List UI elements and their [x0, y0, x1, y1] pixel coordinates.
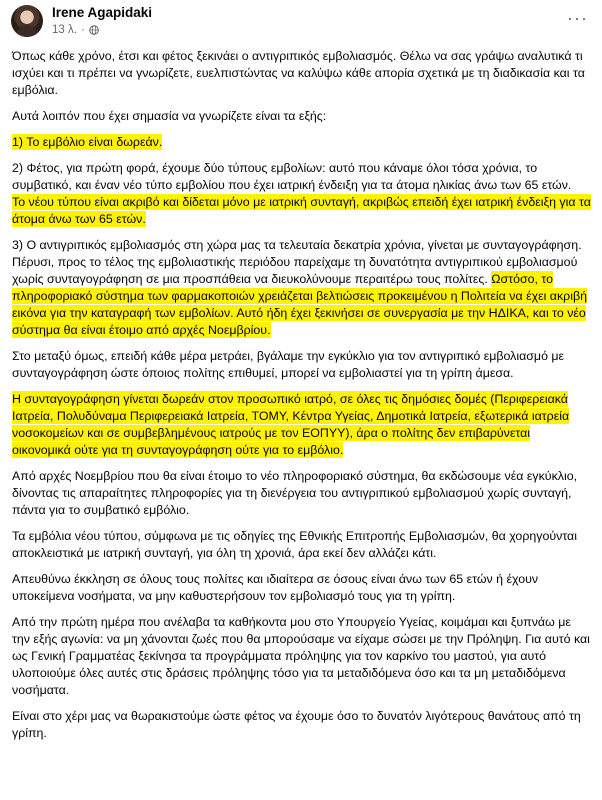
highlighted-text: Το νέου τύπου είναι ακριβό και δίδεται μόνο με ιατρική συνταγή, ακριβώς επειδή έχει ιατρική ένδειξη για τα άτομα άνω των 65 ετών.	[12, 195, 591, 226]
highlighted-text: Ωστόσο, το πληροφοριακό σύστημα των φαρμακοποιών χρειάζεται βελτιώσεις προκειμένου η Πολιτεία να έχει ακριβή εικόνα για την καταγραφή των εμβολίων. Αυτό ήδη έχει ξεκινήσει σε συνεργασία με την ΗΔΙΚΑ, και το νέο σύστημα θα είναι έτοιμο από αρχές Νοεμβρίου.	[12, 272, 587, 337]
post-body	[12, 48, 592, 751]
post-time[interactable]: 13 λ.	[52, 24, 77, 36]
point-3-text: 3) Ο αντιγριπικός εμβολιασμός στη χώρα μας τα τελευταία δεκατρία χρόνια, γίνεται με συνταγογράφηση. Πέρυσι, προς το τέλος της εμβολιαστικής περιόδου παρείχαμε τη δυνατότητα αντιγριπικού εμβολιασμού χωρίς συνταγογράφηση σε μια προσπάθεια να διευκολύνουμε περαιτέρω τους πολίτες.	[12, 238, 582, 286]
paragraph-intro: Όπως κάθε χρόνο, έτσι και φέτος ξεκινάει ο αντιγριπικός εμβολιασμός. Θέλω να σας γράψω αναλυτικά τι ισχύει και τι πρέπει να γνωρίζετε, ευελπιστώντας να καλύψω κάθε απορία σχετικά με τη διαδικασία και τα εμβόλια.	[12, 49, 585, 97]
paragraph-meanwhile: Στο μεταξύ όμως, επειδή κάθε μέρα μετράει, βγάλαμε την εγκύκλιο για τον αντιγριπικό εμβολιασμό με συνταγογράφηση ώστε όποιος πολίτης επιθυμεί, μπορεί να εμβολιαστεί για τη γρίπη άμεσα.	[12, 349, 565, 380]
highlighted-text: Η συνταγογράφηση γίνεται δωρεάν στον προσωπικό ιατρό, σε όλες τις δημόσιες δομές (Περιφερειακά Ιατρεία, Πολυδύναμα Περιφερειακά Ιατρεία, ΤΟΜΥ, Κέντρα Υγείας, Δημοτικά Ιατρεία, εξωτερικά ιατρεία νοσοκομείων και σε συμβεβλημένους ιατρούς με τον ΕΟΠΥΥ), άρα ο πολίτης δεν επιβαρύνεται οικονομικά ούτε για τη συνταγογράφηση ούτε για το εμβόλιο.	[12, 392, 570, 457]
point-2-text: 2) Φέτος, για πρώτη φορά, έχουμε δύο τύπους εμβολίων: αυτό που κάναμε όλοι τόσα χρόνια, το συμβατικό, και έναν νέο τύπο εμβολίου που έχει ιατρική ένδειξη για τα άτομα ηλικίας άνω των 65 ετών.	[12, 161, 572, 192]
globe-icon	[89, 25, 99, 35]
more-options-icon[interactable]: ···	[567, 8, 588, 28]
paragraph-point-1	[12, 134, 592, 151]
paragraph-appeal: Απευθύνω έκκληση σε όλους τους πολίτες και ιδιαίτερα σε όσους είναι άνω των 65 ετών ή έχουν υποκείμενα νοσήματα, να μην καθυστερήσουν τον εμβολιασμό τους για τη γρίπη.	[12, 572, 539, 603]
paragraph-november: Από αρχές Νοεμβρίου που θα είναι έτοιμο το νέο πληροφοριακό σύστημα, θα εκδώσουμε νέα εγκύκλιο, δίνοντας τις απαραίτητες πληροφορίες για τη διενέργεια του αντιγριπικού εμβολιασμού χωρίς συνταγή, πάντα για το συμβατικό εμβόλιο.	[12, 469, 578, 517]
post-meta	[52, 24, 99, 36]
paragraph-point-2	[12, 160, 592, 228]
highlighted-text: 1) Το εμβόλιο είναι δωρεάν.	[12, 135, 163, 149]
paragraph-prescription	[12, 391, 592, 459]
paragraph-new-type: Τα εμβόλια νέου τύπου, σύμφωνα με τις οδηγίες της Εθνικής Επιτροπής Εμβολιασμών, θα χορηγούνται αποκλειστικά με ιατρική συνταγή, για όλη τη χρονιά, άρα εκεί δεν αλλάζει κάτι.	[12, 529, 577, 560]
paragraph-prevention: Από την πρώτη ημέρα που ανέλαβα τα καθήκοντα μου στο Υπουργείο Υγείας, κοιμάμαι και ξυπνάω με την εξής αγωνία: να μη χάνονται ζωές που θα μπορούσαμε να είχαμε σώσει με την Πρόληψη. Για αυτό και ως Γενική Γραμματέας ξεκίνησα τα προγράμματα πρόληψης για τον καρκίνο του μαστού, για αυτό υλοποιούμε όλες αυτές στις δράσεις πρόληψης τόσο για τα μεταδιδόμενα όσο και τα μη μεταδιδόμενα νοσήματα.	[12, 615, 590, 697]
author-name[interactable]: Irene Agapidaki	[52, 5, 153, 20]
paragraph-lead: Αυτά λοιπόν που έχει σημασία να γνωρίζετε είναι τα εξής:	[12, 109, 327, 123]
paragraph-point-3	[12, 237, 592, 339]
paragraph-closing: Είναι στο χέρι μας να θωρακιστούμε ώστε φέτος να έχουμε όσο το δυνατόν λιγότερους θανάτους από τη γρίπη.	[12, 709, 581, 740]
post-header	[0, 0, 602, 44]
avatar[interactable]	[11, 5, 43, 37]
separator-dot: ·	[80, 24, 85, 36]
